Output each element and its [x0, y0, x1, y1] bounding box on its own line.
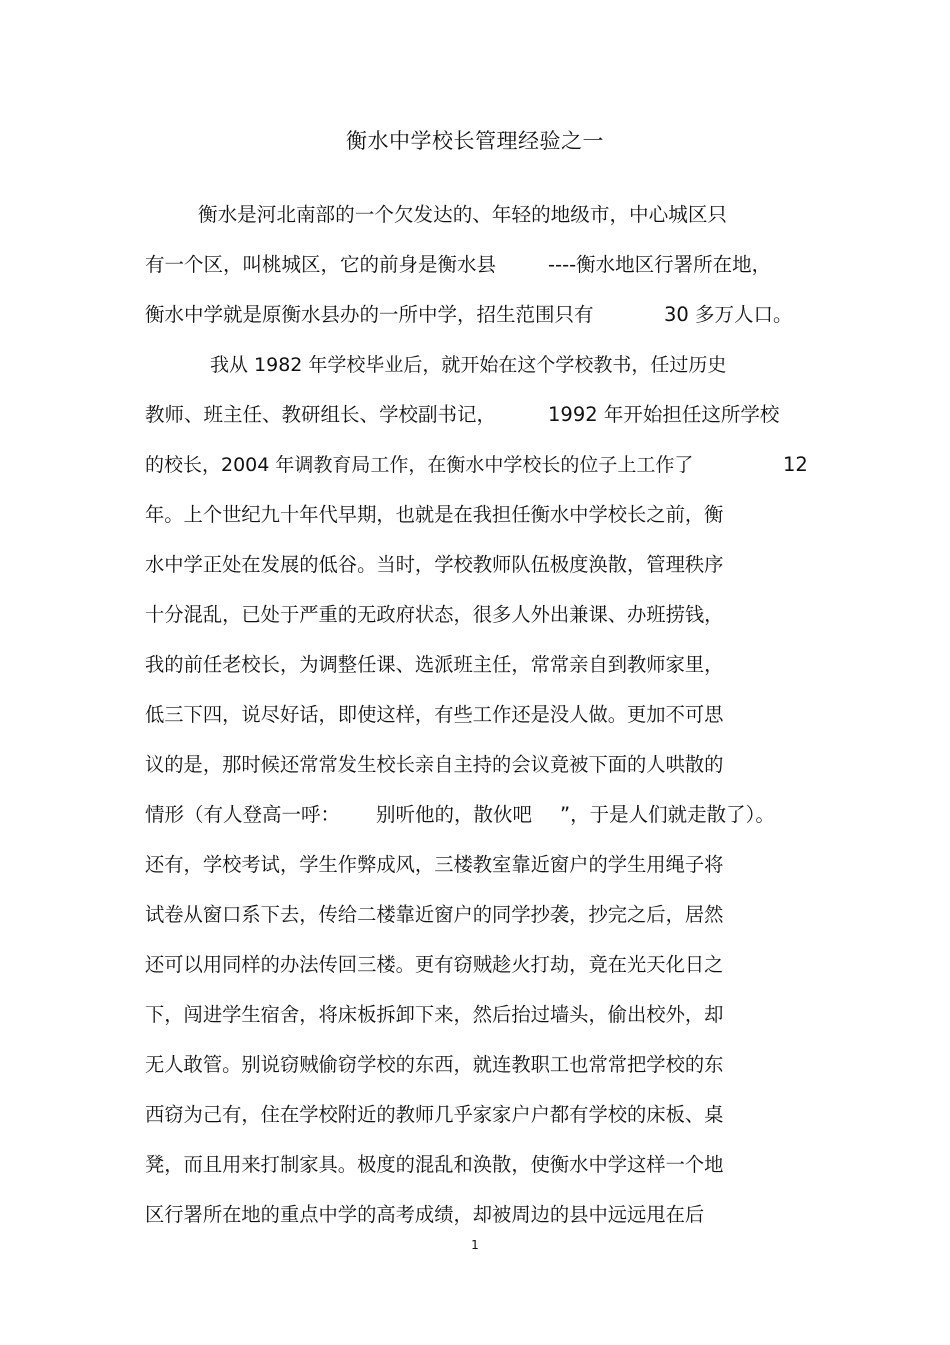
text-line: 教师、班主任、教研组长、学校副书记，: [145, 403, 497, 426]
text-line: 1992 年开始担任这所学校: [548, 403, 780, 426]
text-line: 我的前任老校长，为调整任课、选派班主任，常常亲自到教师家里，: [145, 653, 724, 676]
text-line: 水中学正处在发展的低谷。当时，学校教师队伍极度涣散，管理秩序: [145, 553, 724, 576]
text-line: 我从 1982 年学校毕业后，就开始在这个学校教书，任过历史: [210, 354, 727, 376]
text-line: 还有，学校考试，学生作弊成风，三楼教室靠近窗户的学生用绳子将: [145, 853, 724, 876]
text-line: 区行署所在地的重点中学的高考成绩，却被周边的县中远远甩在后: [145, 1203, 705, 1226]
document-title: 衡水中学校长管理经验之一: [346, 129, 604, 153]
text-line: 议的是，那时候还常常发生校长亲自主持的会议竟被下面的人哄散的: [145, 753, 724, 776]
text-line: 凳，而且用来打制家具。极度的混乱和涣散，使衡水中学这样一个地: [145, 1153, 724, 1176]
text-line: 有一个区，叫桃城区，它的前身是衡水县: [145, 253, 497, 276]
text-line: ”，于是人们就走散了）。: [560, 803, 775, 826]
text-line: 试卷从窗口系下去，传给二楼靠近窗户的同学抄袭，抄完之后，居然: [145, 903, 724, 926]
text-line: 别听他的，散伙吧: [376, 803, 533, 826]
text-line: 十分混乱，已处于严重的无政府状态，很多人外出兼课、办班捞钱，: [145, 603, 724, 626]
page-number: 1: [471, 1238, 479, 1252]
text-line: 西窃为己有，住在学校附近的教师几乎家家户户都有学校的床板、桌: [145, 1103, 724, 1126]
text-line: ----衡水地区行署所在地，: [548, 253, 772, 276]
text-line: 下，闯进学生宿舍，将床板拆卸下来，然后抬过墙头，偷出校外，却: [145, 1003, 724, 1026]
text-line: 还可以用同样的办法传回三楼。更有窃贼趁火打劫，竟在光天化日之: [145, 953, 724, 976]
text-line: 的校长，2004 年调教育局工作，在衡水中学校长的位子上工作了: [145, 454, 694, 476]
text-line: 30 多万人口。: [664, 303, 793, 326]
text-line: 无人敢管。别说窃贼偷窃学校的东西，就连教职工也常常把学校的东: [145, 1053, 724, 1076]
text-line: 衡水中学就是原衡水县办的一所中学，招生范围只有: [145, 303, 594, 326]
text-line: 情形（有人登高一呼：: [145, 803, 341, 826]
text-line: 年。上个世纪九十年代早期，也就是在我担任衡水中学校长之前，衡: [145, 503, 724, 526]
text-line: 12: [783, 453, 808, 476]
text-line: 衡水是河北南部的一个欠发达的、年轻的地级市，中心城区只: [198, 203, 728, 226]
text-line: 低三下四，说尽好话，即使这样，有些工作还是没人做。更加不可思: [145, 703, 724, 726]
